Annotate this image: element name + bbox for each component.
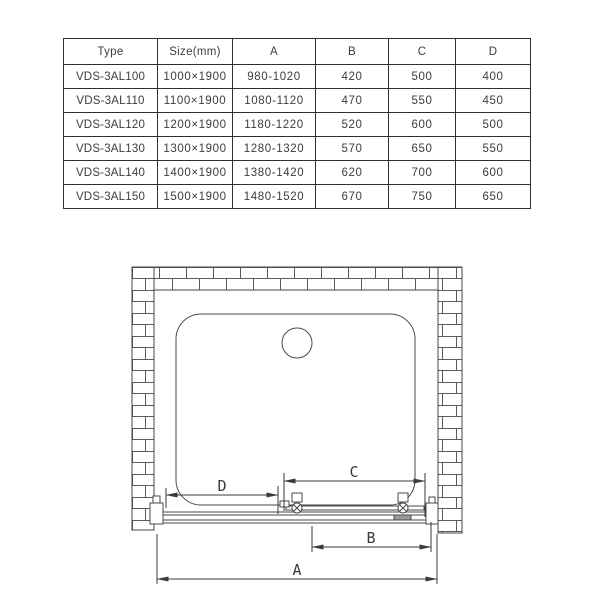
cell-c: 650 [389, 137, 456, 161]
cell-size: 1400×1900 [158, 161, 233, 185]
cell-b: 520 [316, 113, 389, 137]
cell-type: VDS-3AL150 [64, 185, 158, 209]
wall-profile-right [426, 503, 438, 524]
drain-circle [282, 328, 312, 358]
cell-type: VDS-3AL140 [64, 161, 158, 185]
cell-c: 500 [389, 65, 456, 89]
wall-right [438, 267, 462, 533]
cell-type: VDS-3AL130 [64, 137, 158, 161]
cell-c: 700 [389, 161, 456, 185]
cell-a: 1480-1520 [233, 185, 316, 209]
dim-label-d: D [217, 477, 227, 495]
wall-top [132, 267, 462, 290]
cell-c: 550 [389, 89, 456, 113]
cell-a: 980-1020 [233, 65, 316, 89]
cell-a: 1080-1120 [233, 89, 316, 113]
cell-b: 670 [316, 185, 389, 209]
cell-type: VDS-3AL100 [64, 65, 158, 89]
cell-size: 1500×1900 [158, 185, 233, 209]
dim-label-a: A [292, 561, 302, 579]
dim-label-c: C [349, 463, 359, 481]
cell-type: VDS-3AL120 [64, 113, 158, 137]
col-header-a: A [233, 39, 316, 65]
cell-b: 470 [316, 89, 389, 113]
col-header-size: Size(mm) [158, 39, 233, 65]
cell-c: 750 [389, 185, 456, 209]
cell-c: 600 [389, 113, 456, 137]
cell-size: 1200×1900 [158, 113, 233, 137]
cell-d: 450 [456, 89, 531, 113]
dimension-a [157, 534, 437, 584]
col-header-c: C [389, 39, 456, 65]
cell-d: 400 [456, 65, 531, 89]
wall-profile-left [150, 503, 163, 524]
cell-d: 650 [456, 185, 531, 209]
sliding-door [280, 493, 424, 520]
cell-d: 550 [456, 137, 531, 161]
cell-d: 500 [456, 113, 531, 137]
cell-d: 600 [456, 161, 531, 185]
col-header-d: D [456, 39, 531, 65]
cell-a: 1280-1320 [233, 137, 316, 161]
cell-type: VDS-3AL110 [64, 89, 158, 113]
shower-tray [176, 314, 415, 505]
cell-a: 1380-1420 [233, 161, 316, 185]
cell-a: 1180-1220 [233, 113, 316, 137]
dimension-b [312, 522, 431, 552]
cell-b: 420 [316, 65, 389, 89]
cell-size: 1300×1900 [158, 137, 233, 161]
door-handle [394, 515, 411, 520]
cell-b: 570 [316, 137, 389, 161]
col-header-type: Type [64, 39, 158, 65]
roller-left [292, 493, 302, 513]
dimension-d [166, 477, 278, 514]
col-header-b: B [316, 39, 389, 65]
dim-label-b: B [366, 529, 376, 547]
cell-b: 620 [316, 161, 389, 185]
shower-tray-group [176, 314, 415, 505]
cell-size: 1100×1900 [158, 89, 233, 113]
cell-size: 1000×1900 [158, 65, 233, 89]
wall-left [132, 267, 154, 530]
